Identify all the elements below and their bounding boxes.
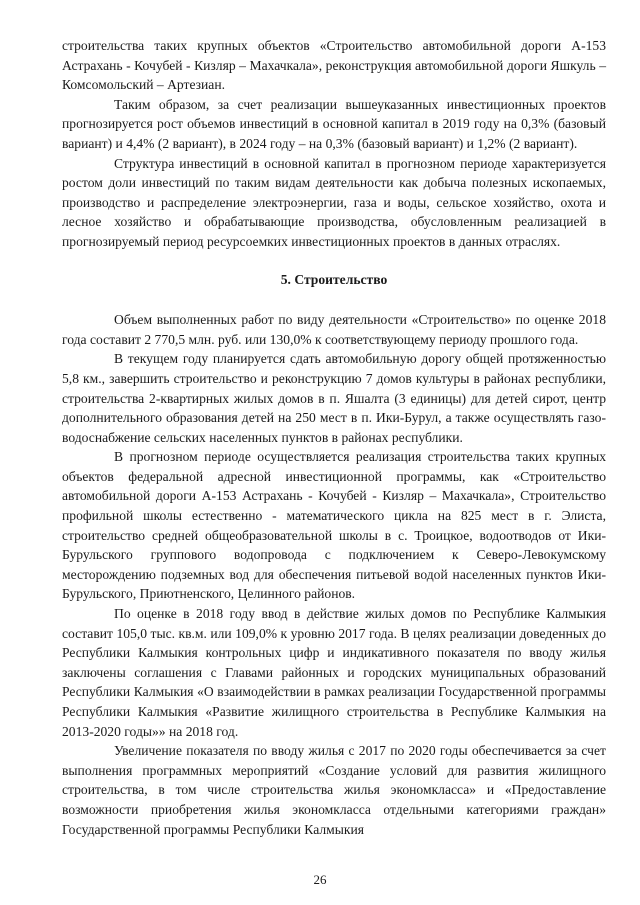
section-heading: 5. Строительство xyxy=(280,271,388,287)
paragraph-continuation: строительства таких крупных объектов «Строительство автомобильной дороги А-153 Астрахань - Кочубей - Кизляр – Махачкала», реконструкция автомобильной дороги Яшкуль – Комсомольский – Артезиан. xyxy=(62,38,606,93)
paragraph-current-year-plans: В текущем году планируется сдать автомобильную дорогу общей протяженностью 5,8 км., завершить строительство и реконструкцию 7 домов культуры в районах республики, строительства 2-квартирных жилых домов в п. Яшалта (3 единицы) для детей сирот, центр дополнительного образования детей на 250 мест в п. Ики-Бурул, а также осуществлять газо-водоснабжение сельских населенных пунктов в районах республики. xyxy=(62,351,606,445)
paragraph-investment-forecast: Таким образом, за счет реализации вышеуказанных инвестиционных проектов прогнозируется рост объемов инвестиций в основной капитал в 2019 году на 0,3% (базовый вариант) и 4,4% (2 вариант), в 2024 году – на 0,3% (базовый вариант) и 1,2% (2 вариант). xyxy=(62,96,606,151)
paragraph-investment-structure: Структура инвестиций в основной капитал в прогнозном периоде характеризуется ростом доли инвестиций по таким видам деятельности как добыча полезных ископаемых, производство и распределение электроэнергии, газа и воды, сельское хозяйство, охота и лесное хозяйство и обрабатывающие производства, обусловленным реализацией в прогнозируемый период ресурсоемких инвестиционных проектов в данных отраслях. xyxy=(62,155,606,249)
page-number: 26 xyxy=(313,872,327,887)
paragraph-housing-growth: Увеличение показателя по вводу жилья с 2017 по 2020 годы обеспечивается за счет выполнения программных мероприятий «Создание условий для развития жилищного строительства, в том числе строительства жилья экономкласса» и «Предоставление возможности приобретения жилья экономкласса отдельными категориями граждан» Государственной программы Республики Калмыкия xyxy=(62,743,606,837)
document-page xyxy=(62,36,606,839)
paragraph-housing-commissioning: По оценке в 2018 году ввод в действие жилых домов по Республике Калмыкия составит 105,0 тыс. кв.м. или 109,0% к уровню 2017 года. В целях реализации доведенных до Республики Калмыкия контрольных цифр и индикативного показателя по вводу жилья заключены соглашения с Главами районных и городских муниципальных образований Республики Калмыкия «О взаимодействии в рамках реализации Государственной программы Республики Калмыкия «Развитие жилищного строительства в Республике Калмыкия на 2013-2020 годы»» на 2018 год. xyxy=(62,606,606,739)
paragraph-construction-volume: Объем выполненных работ по виду деятельности «Строительство» по оценке 2018 года составит 2 770,5 млн. руб. или 130,0% к соответствующему периоду прошлого года. xyxy=(62,312,606,347)
paragraph-forecast-projects: В прогнозном периоде осуществляется реализация строительства таких крупных объектов федеральной адресной инвестиционной программы, как «Строительство автомобильной дороги А-153 Астрахань - Кочубей - Кизляр – Махачкала», Строительство профильной школы естественно - математического цикла на 825 мест в г. Элиста, строительство средней общеобразовательной школы в с. Троицкое, водоотводов от Ики-Бурульского группового водопровода с подключением к Северо-Левокумскому месторождению подземных вод для обеспечения питьевой водой населенных пунктов Ики-Бурульского, Приютненского, Целинного районов. xyxy=(62,449,606,602)
